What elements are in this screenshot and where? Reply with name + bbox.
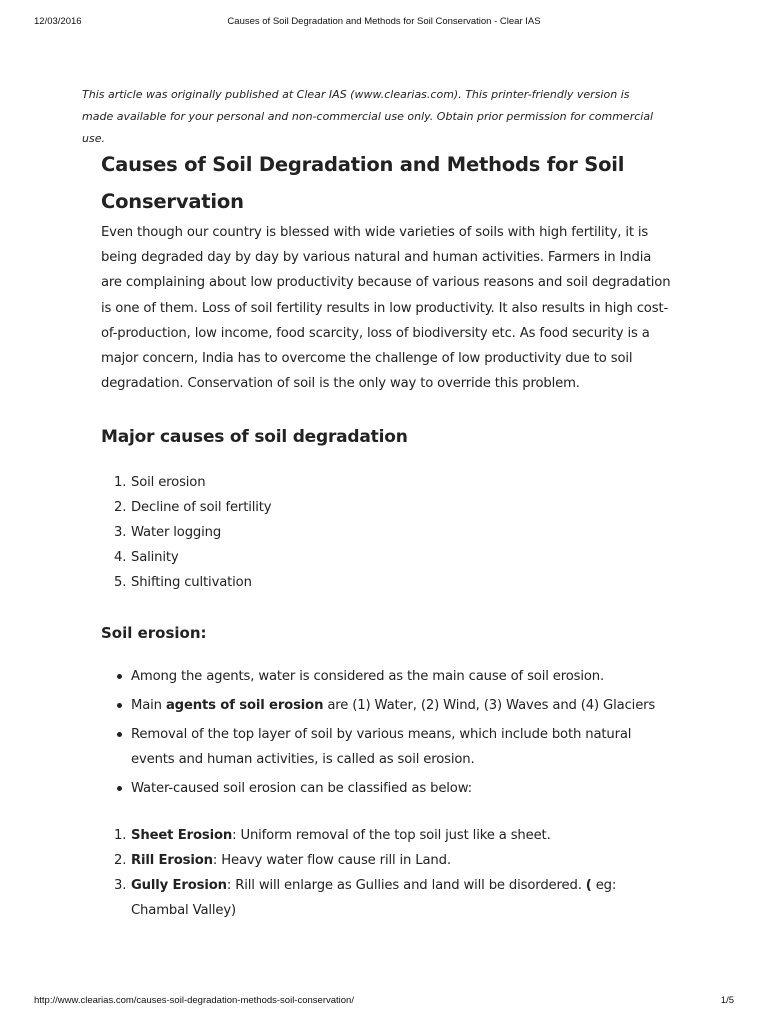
print-doc-title: Causes of Soil Degradation and Methods for Soil Conservation - Clear IAS [227,16,541,27]
bullet-icon [117,703,122,708]
print-url: http://www.clearias.com/causes-soil-degradation-methods-soil-conservation/ [34,995,354,1006]
list-item: 1. Sheet Erosion: Uniform removal of the top soil just like a sheet. [114,828,551,844]
bullet-icon [117,786,122,791]
list-item: Water-caused soil erosion can be classified as below: [101,776,673,801]
soil-erosion-heading: Soil erosion: [101,624,207,643]
list-item: 3. Water logging [114,525,222,541]
print-header [34,16,734,30]
list-item: 2. Decline of soil fertility [114,500,272,516]
erosion-types-list [101,823,673,923]
article [101,146,673,923]
bullet-icon [117,674,122,679]
article-intro: Even though our country is blessed with wide varieties of soils with high fertility, it is being degraded day by day by various natural and human activities. Farmers in India are complaining about low productivity because of various reasons and soil degradation is one of them. Loss of soil fertility results in low productivity. It also results in high cost-of-production, low income, food scarcity, loss of biodiversity etc. As food security is a major concern, India has to overcome the challenge of low productivity due to soil degradation. Conservation of soil is the only way to override this problem. [101,225,671,392]
publication-notice: This article was originally published at Clear IAS (www.clearias.com). This printer-friendly version is made available for your personal and non-commercial use only. Obtain prior permission for commercial use. [82,88,654,145]
page-number: 1/5 [720,995,734,1006]
erosion-bullets [101,664,673,801]
list-item: 1. Soil erosion [114,475,206,491]
list-item: 3. Gully Erosion: Rill will enlarge as Gullies and land will be disordered. ( eg: Chambal Valley) [114,878,617,919]
list-item: Main agents of soil erosion are (1) Water, (2) Wind, (3) Waves and (4) Glaciers [101,693,673,718]
list-item: 5. Shifting cultivation [114,575,252,591]
causes-list [101,470,673,595]
list-item: Removal of the top layer of soil by various means, which include both natural events and human activities, is called as soil erosion. [101,722,673,772]
list-item: Among the agents, water is considered as the main cause of soil erosion. [101,664,673,689]
article-title: Causes of Soil Degradation and Methods for Soil Conservation [101,153,625,213]
list-item: 4. Salinity [114,550,179,566]
bullet-icon [117,732,122,737]
list-item: 2. Rill Erosion: Heavy water flow cause rill in Land. [114,853,451,869]
print-date: 12/03/2016 [34,16,82,27]
print-footer [34,995,734,1009]
causes-heading: Major causes of soil degradation [101,427,408,448]
